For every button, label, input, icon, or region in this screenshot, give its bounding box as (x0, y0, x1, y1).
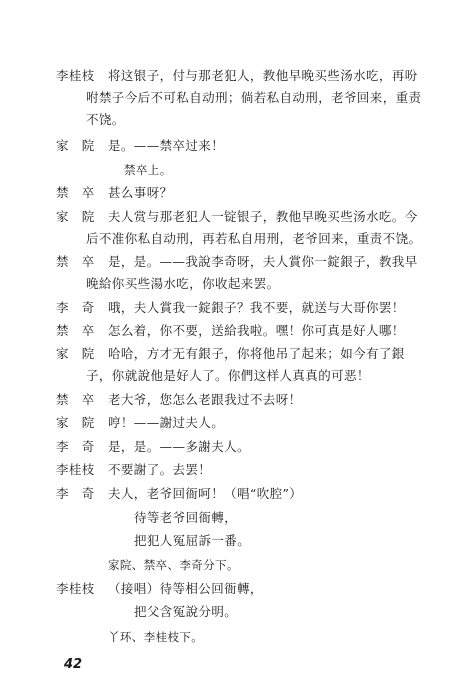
speaker-jin-zu: 禁 卒 (56, 185, 95, 200)
speaker-jin-zu: 禁 卒 (56, 323, 95, 338)
dialogue-line: 夫人赏与那老犯人一锭银子，教他早晚买些汤水吃。今 (108, 209, 418, 224)
dialogue-line: 子，你就說他是好人了。你們这样人真真的可恶！ (86, 368, 370, 383)
dialogue-line: 晚給你买些湯水吃，你收起来罢。 (86, 276, 280, 291)
dialogue-line: （接唱）待等相公回衙轉， (108, 581, 263, 596)
dialogue-line: 哼！——謝过夫人。 (108, 415, 225, 430)
dialogue-line: 不要謝了。去罢！ (108, 462, 212, 477)
stage-direction: 丫环、李桂枝下。 (108, 630, 204, 644)
dialogue-line: 怎么着，你不要，送給我啦。嘿！你可真是好人哪！ (108, 323, 405, 338)
speaker-li-qi: 李 奇 (56, 300, 95, 315)
sung-line: 待等老爷回衙轉， (134, 510, 238, 525)
stage-direction: 禁卒上。 (124, 163, 172, 177)
dialogue-line: 哦，夫人賞我一錠銀子？我不要，就送与大哥你罢！ (108, 300, 405, 315)
dialogue-line: 后不准你私自动刑，再若私自用刑，老爷回来，重责不饶。 (86, 231, 422, 246)
speaker-li-qi: 李 奇 (56, 486, 95, 501)
sung-line: 把父含冤說分明。 (134, 604, 238, 619)
dialogue-line: 夫人，老爷回衙呵！（唱“吹腔”） (108, 486, 303, 501)
page-number: 42 (64, 657, 83, 672)
dialogue-line: 哈哈，方才无有銀子，你将他吊了起来；如今有了銀 (108, 346, 405, 361)
dialogue-line: 是，是。——多謝夫人。 (108, 439, 250, 454)
dialogue-line: 是。——禁卒过来！ (108, 138, 225, 153)
speaker-li-guizhi: 李桂枝 (56, 68, 95, 83)
dialogue-line: 甚么事呀？ (108, 185, 173, 200)
dialogue-line: 是，是。——我說李奇呀，夫人賞你一錠銀子，教我早 (108, 254, 418, 269)
speaker-jin-zu: 禁 卒 (56, 392, 95, 407)
dialogue-line: 老大爷，您怎么老跟我过不去呀！ (108, 392, 302, 407)
speaker-jin-zu: 禁 卒 (56, 254, 95, 269)
speaker-jia-yuan: 家 院 (56, 209, 95, 224)
speaker-li-guizhi: 李桂枝 (56, 581, 95, 596)
speaker-jia-yuan: 家 院 (56, 138, 95, 153)
speaker-jia-yuan: 家 院 (56, 346, 95, 361)
dialogue-line: 将这银子，付与那老犯人，教他早晚买些汤水吃，再吩 (108, 68, 418, 83)
dialogue-line: 咐禁子今后不可私自动刑；倘若私自动刑，老爷回来，重责 (86, 90, 422, 105)
stage-direction: 家院、禁卒、李奇分下。 (108, 558, 239, 572)
speaker-li-guizhi: 李桂枝 (56, 462, 95, 477)
speaker-jia-yuan: 家 院 (56, 415, 95, 430)
speaker-li-qi: 李 奇 (56, 439, 95, 454)
dialogue-line: 不饶。 (86, 112, 125, 127)
sung-line: 把犯人冤屈訴一番。 (134, 533, 251, 548)
